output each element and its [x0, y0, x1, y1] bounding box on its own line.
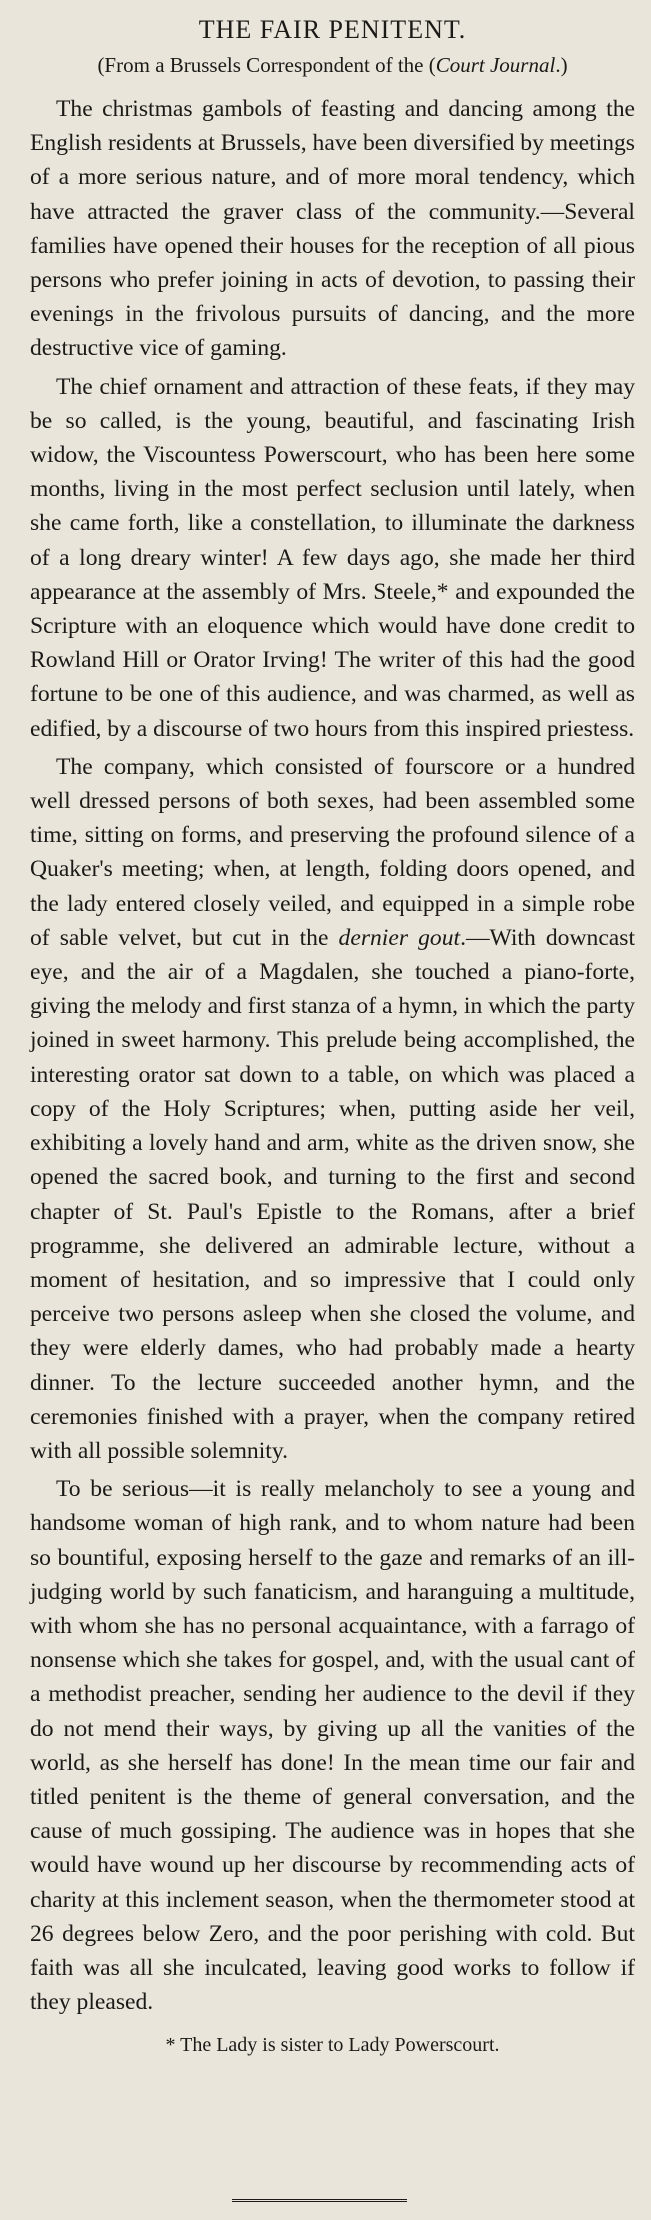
paragraph-3-part-2: .—With downcast eye, and the air of a Magdalen, she touched a piano-forte, giving the melody and first stanza of a hymn, in which the party joined in sweet harmony. This prelude being accomplished, the interesting orator sat down to a table, on which was placed a copy of the Holy Scriptures; when, putting aside her veil, exhibiting a lovely hand and arm, white as the driven snow, she opened the sacred book, and turning to the first and second chapter of St. Paul's Epistle to the Romans, after a brief programme, she delivered an admirable lecture, without a moment of hesitation, and so impressive that I could only perceive two persons asleep when she closed the volume, and they were elderly dames, who had probably made a hearty dinner. To the lecture succeeded another hymn, and the ceremonies finished with a prayer, when the company retired with all possible solemnity. [30, 924, 635, 1464]
closing-rule [232, 2199, 407, 2202]
footnote: * The Lady is sister to Lady Powerscourt. [165, 2034, 500, 2057]
article-body [30, 92, 635, 2019]
paragraph-4: To be serious—it is really melancholy to see a young and handsome woman of high rank, and to whom nature had been so bountiful, exposing herself to the gaze and remarks of an ill-judging world by such fanaticism, and haranguing a multitude, with whom she has no personal acquaintance, with a farrago of nonsense which she takes for gospel, and, with the usual cant of a methodist preacher, sending her audience to the devil if they do not mend their ways, by giving up all the vanities of the world, as she herself has done! In the mean time our fair and titled penitent is the theme of general conversation, and the cause of much gossiping. The audience was in hopes that she would have wound up her discourse by recommending acts of charity at this inclement season, when the thermometer stood at 26 degrees below Zero, and the poor perishing with cold. But faith was all she inculcated, leaving good works to follow if they pleased. [30, 1476, 635, 2016]
article-source-line [30, 52, 635, 78]
source-prefix: (From a Brussels Correspondent of the ( [97, 53, 436, 77]
article-title: THE FAIR PENITENT. [198, 15, 467, 44]
paragraph-2: The chief ornament and attraction of these feats, if they may be so called, is the young, beautiful, and fascinating Irish widow, the Viscountess Powerscourt, who has been here some months, living in the most perfect seclusion until lately, when she came forth, like a constellation, to illuminate the darkness of a long dreary winter! A few days ago, she made her third appearance at the assembly of Mrs. Steele,* and expounded the Scripture with an eloquence which would have done credit to Rowland Hill or Orator Irving! The writer of this had the good fortune to be one of this audience, and was charmed, as well as edified, by a discourse of two hours from this inspired priestess. [30, 373, 635, 742]
paragraph-3-italic-phrase: dernier gout [338, 924, 461, 951]
source-suffix: .) [555, 53, 568, 77]
source-publication: Court Journal [435, 53, 556, 77]
paragraph-3 [30, 750, 635, 1468]
paragraph-1: The christmas gambols of feasting and dancing among the English residents at Brussels, have been diversified by meetings of a more serious nature, and of more moral tendency, which have attracted the graver class of the community.—Several families have opened their houses for the reception of all pious persons who prefer joining in acts of devotion, to passing their evenings in the frivolous pursuits of dancing, and the more destructive vice of gaming. [30, 96, 635, 362]
paragraph-3-part-1: The company, which consisted of fourscore or a hundred well dressed persons of both sexes, had been assembled some time, sitting on forms, and preserving the profound silence of a Quaker's meeting; when, at length, folding doors opened, and the lady entered closely veiled, and equipped in a simple robe of sable velvet, but cut in the [30, 753, 635, 951]
